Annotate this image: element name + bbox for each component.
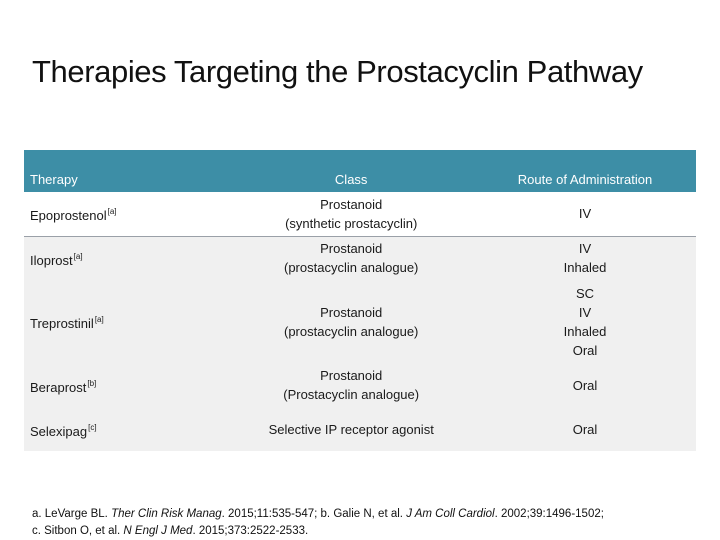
class-line: (synthetic prostacyclin) xyxy=(285,215,418,231)
therapy-ref: [a] xyxy=(94,315,104,324)
class-cell xyxy=(228,192,474,236)
header-route: Route of Administration xyxy=(517,171,653,187)
route-item: SC xyxy=(575,285,595,301)
route-item: IV xyxy=(578,304,592,320)
route-cell xyxy=(474,280,696,363)
reference-line-1 xyxy=(32,506,604,523)
header-therapy: Therapy xyxy=(30,171,78,187)
therapy-ref: [a] xyxy=(73,251,83,261)
therapy-name: Iloprost xyxy=(30,252,73,268)
table-row xyxy=(24,363,696,407)
ref-text: a. LeVarge BL. xyxy=(32,508,112,520)
therapy-name: Selexipag xyxy=(30,423,88,439)
class-line: (Prostacyclin analogue) xyxy=(283,387,420,402)
therapy-name: Epoprostenol xyxy=(30,208,107,224)
references xyxy=(32,506,604,540)
class-line: Prostanoid xyxy=(320,241,383,257)
route-cell xyxy=(474,192,696,236)
therapy-cell xyxy=(24,192,228,236)
table-row xyxy=(24,280,696,363)
therapy-ref: [a] xyxy=(107,207,117,217)
class-cell xyxy=(228,280,474,363)
route-item: IV xyxy=(578,241,592,257)
class-line: Prostanoid xyxy=(320,368,383,383)
therapy-cell xyxy=(24,407,228,451)
therapy-name: Beraprost xyxy=(30,379,87,395)
therapies-table xyxy=(24,150,696,451)
table-row xyxy=(24,192,696,236)
table-row xyxy=(24,236,696,280)
therapy-ref: [b] xyxy=(87,378,97,388)
route-item: Oral xyxy=(572,342,598,358)
reference-line-2 xyxy=(32,523,604,540)
route-item: Inhaled xyxy=(563,260,607,276)
route-cell xyxy=(474,236,696,280)
header-class: Class xyxy=(334,171,368,187)
class-line: (prostacyclin analogue) xyxy=(283,323,419,339)
class-line: Prostanoid xyxy=(320,196,383,212)
therapy-cell xyxy=(24,363,228,407)
therapy-name: Treprostinil xyxy=(30,316,94,331)
ref-text: . 2015;11:535-547; b. Galie N, et al. xyxy=(221,508,407,520)
route-item: Oral xyxy=(572,421,598,437)
ref-journal: N Engl J Med xyxy=(123,525,193,537)
class-cell xyxy=(228,236,474,280)
route-cell xyxy=(474,363,696,407)
ref-journal: J Am Coll Cardiol xyxy=(406,508,495,520)
route-item: Inhaled xyxy=(563,323,607,339)
class-line: Prostanoid xyxy=(320,304,383,320)
route-cell xyxy=(474,407,696,451)
table-row xyxy=(24,407,696,451)
slide-title: Therapies Targeting the Prostacyclin Pathway xyxy=(32,54,643,89)
therapy-ref: [c] xyxy=(88,422,97,432)
table-header-row xyxy=(24,150,696,192)
class-cell xyxy=(228,407,474,451)
ref-journal: Ther Clin Risk Manag xyxy=(111,508,222,520)
ref-text: . 2015;373:2522-2533. xyxy=(192,525,309,537)
therapy-cell xyxy=(24,280,228,363)
ref-text: c. Sitbon O, et al. xyxy=(32,525,124,537)
class-line: Selective IP receptor agonist xyxy=(268,421,434,437)
route-item: IV xyxy=(578,206,592,222)
therapy-cell xyxy=(24,236,228,280)
class-line: (prostacyclin analogue) xyxy=(283,260,419,276)
route-item: Oral xyxy=(572,377,598,393)
ref-text: . 2002;39:1496-1502; xyxy=(494,508,604,520)
class-cell xyxy=(228,363,474,407)
